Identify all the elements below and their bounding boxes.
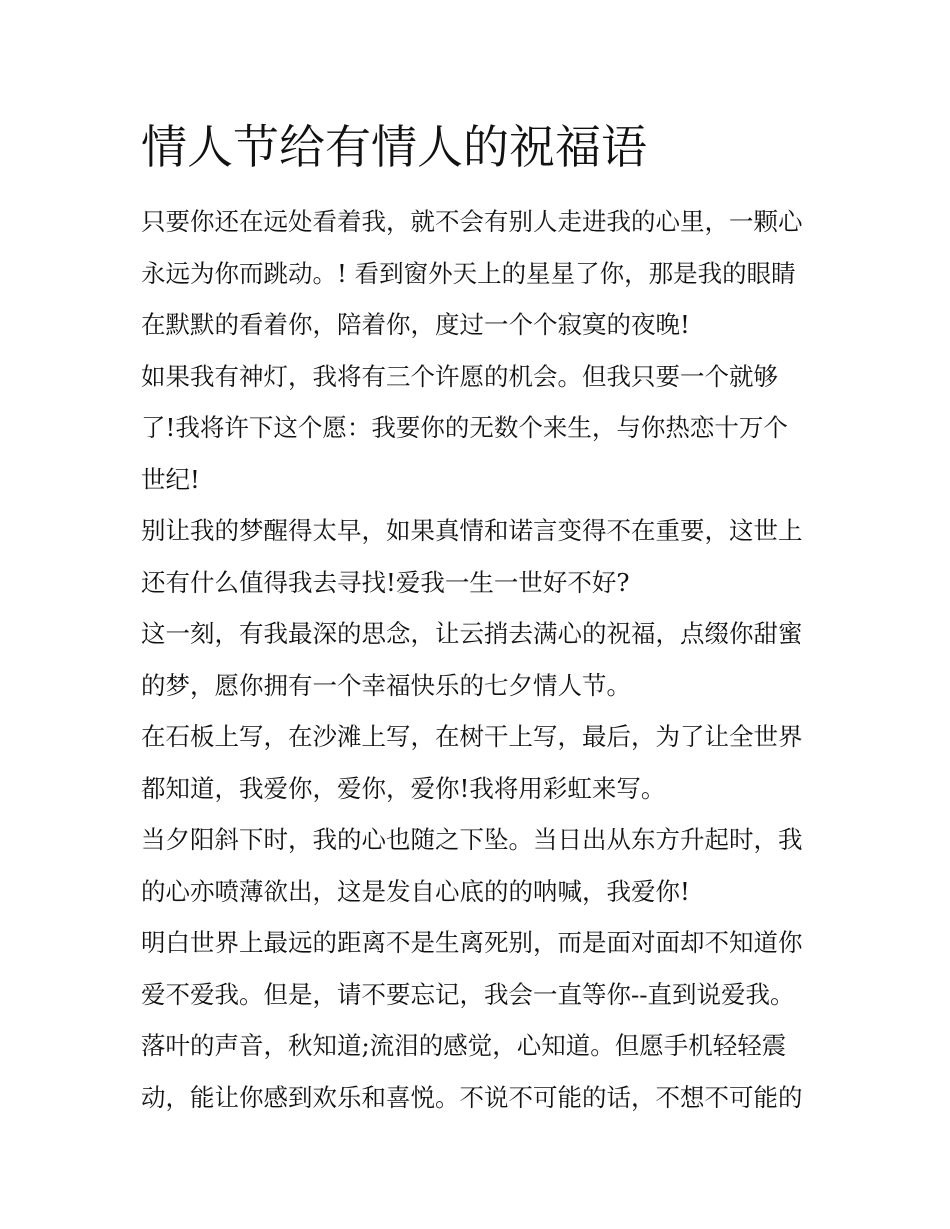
text-line: 都知道，我爱你，爱你，爱你!我将用彩虹来写。 <box>141 773 666 803</box>
text-line: 在石板上写，在沙滩上写，在树干上写，最后，为了让全世界 <box>141 722 803 751</box>
text-line: 了!我将许下这个愿：我要你的无数个来生，与你热恋十万个 <box>141 413 788 442</box>
text-line: 这一刻，有我最深的思念，让云捎去满心的祝福，点缀你甜蜜 <box>141 619 803 648</box>
text-line: 在默默的看着你，陪着你，度过一个个寂寞的夜晚! <box>141 310 690 339</box>
text-line: 永远为你而跳动。! 看到窗外天上的星星了你，那是我的眼睛 <box>141 258 796 288</box>
text-line: 如果我有神灯，我将有三个许愿的机会。但我只要一个就够 <box>141 361 778 391</box>
text-line: 落叶的声音，秋知道;流泪的感觉，心知道。但愿手机轻轻震 <box>141 1031 787 1060</box>
text-line: 的心亦喷薄欲出，这是发自心底的的呐喊，我爱你! <box>141 876 690 906</box>
text-line: 的梦，愿你拥有一个幸福快乐的七夕情人节。 <box>141 670 631 700</box>
text-line: 世纪! <box>141 464 200 494</box>
document-body <box>141 196 841 1123</box>
text-line: 只要你还在远处看着我，就不会有别人走进我的心里，一颗心 <box>141 207 803 236</box>
text-line: 别让我的梦醒得太早，如果真情和诺言变得不在重要，这世上 <box>141 516 803 545</box>
text-line: 爱不爱我。但是，请不要忘记，我会一直等你--直到说爱我。 <box>141 979 795 1009</box>
text-line: 还有什么值得我去寻找!爱我一生一世好不好? <box>141 567 630 597</box>
text-line: 当夕阳斜下时，我的心也随之下坠。当日出从东方升起时，我 <box>141 825 803 854</box>
document-title: 情人节给有情人的祝福语 <box>141 120 647 174</box>
text-line: 动，能让你感到欢乐和喜悦。不说不可能的话，不想不可能的 <box>141 1082 803 1112</box>
text-line: 明白世界上最远的距离不是生离死别，而是面对面却不知道你 <box>141 928 803 957</box>
